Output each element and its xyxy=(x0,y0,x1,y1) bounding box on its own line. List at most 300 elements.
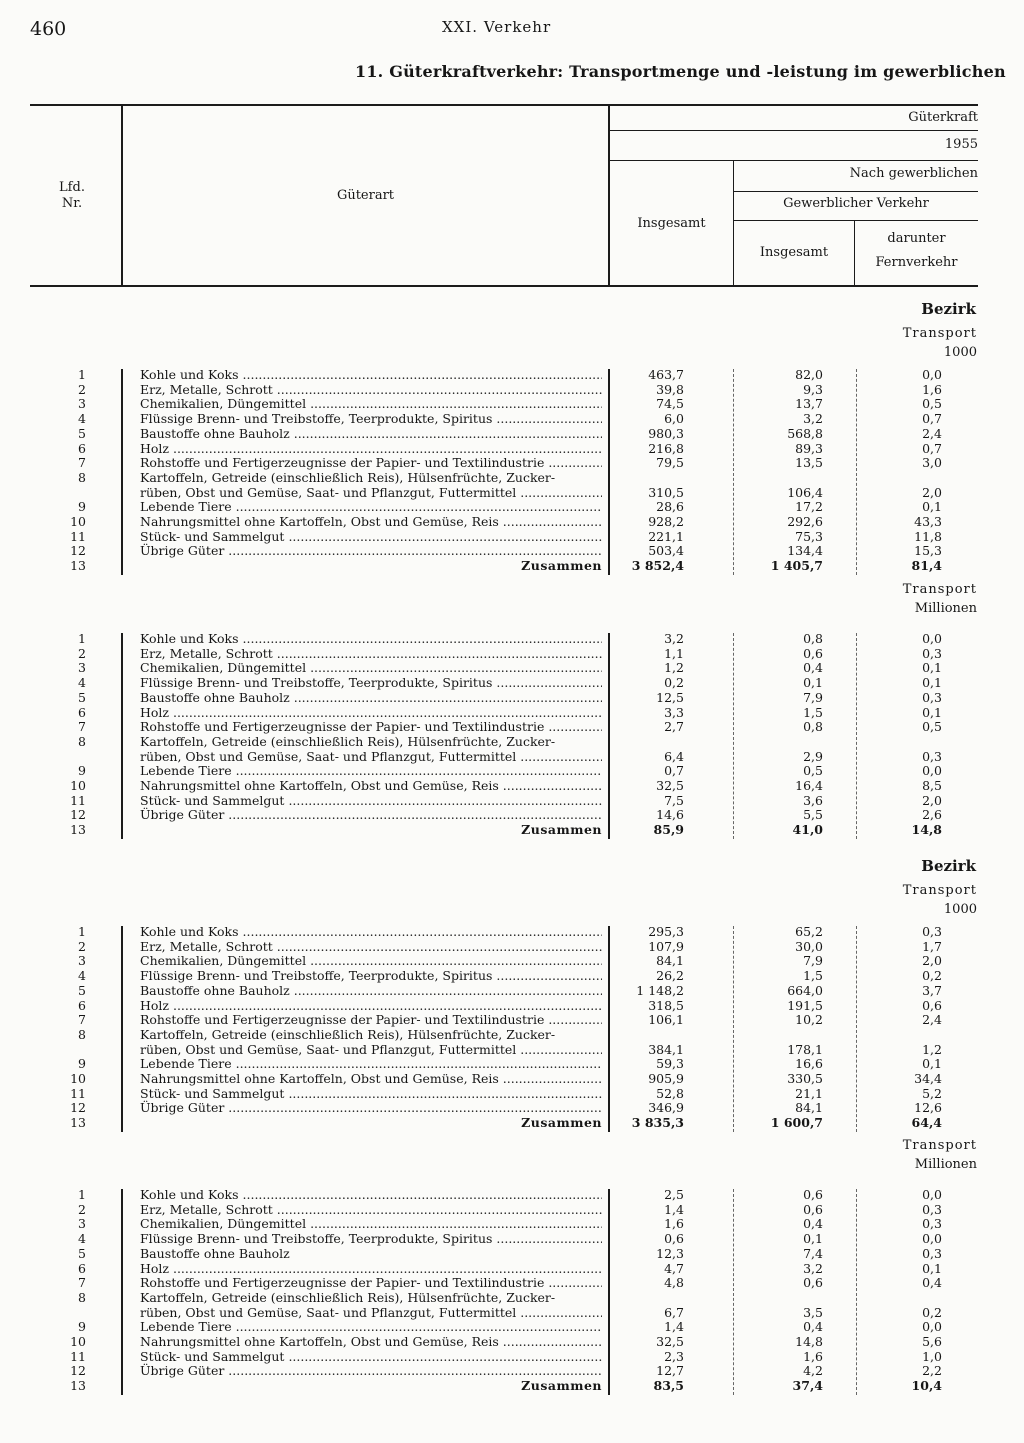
value-gewerblich-insgesamt: 7,9 xyxy=(803,689,823,705)
row-number: 3 xyxy=(78,953,86,969)
table-row xyxy=(0,749,1024,764)
value-fernverkehr: 2,4 xyxy=(922,1012,942,1028)
row-number: 11 xyxy=(70,792,86,808)
value-fernverkehr: 81,4 xyxy=(911,558,942,574)
table-row xyxy=(0,514,1024,529)
value-insgesamt: 221,1 xyxy=(648,528,684,544)
row-label: Flüssige Brenn- und Treibstoffe, Teerprodukte, Spiritus ..... xyxy=(140,1231,602,1246)
value-gewerblich-insgesamt: 1,6 xyxy=(803,1348,823,1364)
row-label: rüben, Obst und Gemüse, Saat- und Pflanzgut, Futtermittel ..... xyxy=(140,1305,602,1320)
row-number: 7 xyxy=(78,455,86,471)
page-number: 460 xyxy=(30,18,67,40)
table-row xyxy=(0,1290,1024,1305)
header-fernverkehr: Fernverkehr xyxy=(875,255,958,270)
row-label: Lebende Tiere ..... xyxy=(140,763,602,778)
value-gewerblich-insgesamt: 1 600,7 xyxy=(770,1115,823,1131)
value-insgesamt: 928,2 xyxy=(648,514,684,529)
value-gewerblich-insgesamt: 3,5 xyxy=(803,1304,823,1320)
table-row xyxy=(0,793,1024,808)
value-gewerblich-insgesamt: 191,5 xyxy=(787,997,823,1013)
row-label: Flüssige Brenn- und Treibstoffe, Teerprodukte, Spiritus ..... xyxy=(140,411,602,426)
value-fernverkehr: 14,8 xyxy=(911,822,942,838)
value-insgesamt: 107,9 xyxy=(648,938,684,954)
row-number: 7 xyxy=(78,719,86,735)
value-gewerblich-insgesamt: 330,5 xyxy=(787,1071,823,1086)
value-fernverkehr: 0,3 xyxy=(922,1245,942,1261)
value-gewerblich-insgesamt: 0,6 xyxy=(803,1275,823,1291)
row-number: 6 xyxy=(78,440,86,456)
header-insgesamt: Insgesamt xyxy=(637,216,706,231)
value-insgesamt: 2,5 xyxy=(664,1187,684,1202)
value-gewerblich-insgesamt: 0,6 xyxy=(803,1187,823,1202)
section-region-heading: Bezirk xyxy=(921,857,976,875)
value-insgesamt: 85,9 xyxy=(653,822,684,838)
row-number: 11 xyxy=(70,1348,86,1364)
value-fernverkehr: 12,6 xyxy=(914,1100,942,1116)
value-insgesamt: 1,2 xyxy=(664,660,684,676)
value-insgesamt: 216,8 xyxy=(648,440,684,456)
row-label: Nahrungsmittel ohne Kartoffeln, Obst und Gemüse, Reis ..... xyxy=(140,778,602,793)
value-gewerblich-insgesamt: 0,1 xyxy=(803,1231,823,1247)
header-rule-gueterkraft xyxy=(610,130,978,131)
value-fernverkehr: 0,6 xyxy=(922,997,942,1013)
row-label: Rohstoffe und Fertigerzeugnisse der Papier- und Textilindustrie ..... xyxy=(140,719,602,734)
row-label: Übrige Güter ..... xyxy=(140,1100,602,1115)
row-label: rüben, Obst und Gemüse, Saat- und Pflanzgut, Futtermittel ..... xyxy=(140,1042,602,1057)
value-insgesamt: 32,5 xyxy=(656,778,684,793)
table-row xyxy=(0,1275,1024,1290)
table-row xyxy=(0,953,1024,968)
row-number: 10 xyxy=(70,1334,86,1349)
header-gueterart: Güterart xyxy=(336,188,395,203)
value-fernverkehr: 0,3 xyxy=(922,689,942,705)
row-label: Chemikalien, Düngemittel ..... xyxy=(140,396,602,411)
row-label: Erz, Metalle, Schrott ..... xyxy=(140,382,602,397)
section-measure: Transport xyxy=(902,883,977,898)
header-rule-gewerblicher xyxy=(734,220,978,221)
table-row xyxy=(0,675,1024,690)
value-fernverkehr: 0,1 xyxy=(922,675,942,691)
value-insgesamt: 980,3 xyxy=(648,425,684,441)
value-gewerblich-insgesamt: 75,3 xyxy=(795,528,823,544)
value-gewerblich-insgesamt: 0,6 xyxy=(803,645,823,661)
value-insgesamt: 310,5 xyxy=(648,484,684,500)
row-label: Zusammen xyxy=(521,822,602,838)
row-label: Baustoffe ohne Bauholz ..... xyxy=(140,983,602,998)
value-fernverkehr: 10,4 xyxy=(911,1378,942,1394)
value-gewerblich-insgesamt: 3,6 xyxy=(803,792,823,808)
row-number: 1 xyxy=(78,367,86,382)
table-row xyxy=(0,382,1024,397)
header-divider-gueterart xyxy=(608,105,610,285)
value-insgesamt: 74,5 xyxy=(656,396,684,412)
row-label: Flüssige Brenn- und Treibstoffe, Teerprodukte, Spiritus ..... xyxy=(140,675,602,690)
row-number: 12 xyxy=(70,807,86,823)
header-bottom-rule xyxy=(30,285,978,287)
table-row xyxy=(0,968,1024,983)
row-number: 2 xyxy=(78,645,86,661)
value-insgesamt: 6,4 xyxy=(664,748,684,764)
table-row xyxy=(0,1231,1024,1246)
value-fernverkehr: 2,2 xyxy=(922,1363,942,1379)
row-number: 5 xyxy=(78,982,86,998)
table-row xyxy=(0,924,1024,939)
value-fernverkehr: 0,2 xyxy=(922,1304,942,1320)
chapter-title: XXI. Verkehr xyxy=(442,18,552,36)
value-fernverkehr: 0,0 xyxy=(922,1231,942,1247)
value-fernverkehr: 1,0 xyxy=(922,1348,942,1364)
value-fernverkehr: 0,3 xyxy=(922,924,942,939)
row-number: 6 xyxy=(78,997,86,1013)
row-label: Stück- und Sammelgut ..... xyxy=(140,1086,602,1101)
row-number: 11 xyxy=(70,528,86,544)
value-insgesamt: 905,9 xyxy=(648,1071,684,1086)
row-label: Kohle und Koks ..... xyxy=(140,1187,602,1202)
value-gewerblich-insgesamt: 1,5 xyxy=(803,704,823,720)
row-number: 8 xyxy=(78,1289,86,1305)
table-row xyxy=(0,455,1024,470)
row-label: Chemikalien, Düngemittel ..... xyxy=(140,660,602,675)
header-gewerblich-insgesamt: Insgesamt xyxy=(759,245,829,260)
section-unit: Millionen xyxy=(914,601,977,616)
value-fernverkehr: 0,0 xyxy=(922,631,942,646)
row-label: Lebende Tiere ..... xyxy=(140,1319,602,1334)
value-insgesamt: 0,2 xyxy=(664,675,684,691)
value-insgesamt: 1,6 xyxy=(664,1216,684,1232)
row-label: Übrige Güter ..... xyxy=(140,807,602,822)
row-label: rüben, Obst und Gemüse, Saat- und Pflanzgut, Futtermittel ..... xyxy=(140,485,602,500)
row-number: 3 xyxy=(78,396,86,412)
row-label: Kartoffeln, Getreide (einschließlich Reis), Hülsenfrüchte, Zucker- xyxy=(140,1289,556,1305)
row-number: 3 xyxy=(78,1216,86,1232)
value-gewerblich-insgesamt: 17,2 xyxy=(795,499,823,515)
header-darunter: darunter xyxy=(887,231,946,246)
row-label: Stück- und Sammelgut ..... xyxy=(140,793,602,808)
table-row xyxy=(0,807,1024,822)
table-row xyxy=(0,1100,1024,1115)
section-unit: Millionen xyxy=(914,1157,977,1172)
value-insgesamt: 1,4 xyxy=(664,1319,684,1335)
table-row xyxy=(0,485,1024,500)
row-label: Flüssige Brenn- und Treibstoffe, Teerprodukte, Spiritus ..... xyxy=(140,968,602,983)
table-row xyxy=(0,1246,1024,1261)
row-label: Kartoffeln, Getreide (einschließlich Reis), Hülsenfrüchte, Zucker- xyxy=(140,1026,556,1042)
value-fernverkehr: 11,8 xyxy=(914,528,942,544)
value-insgesamt: 32,5 xyxy=(656,1334,684,1349)
value-insgesamt: 28,6 xyxy=(656,499,684,515)
value-insgesamt: 12,7 xyxy=(656,1363,684,1379)
value-fernverkehr: 2,0 xyxy=(922,792,942,808)
row-label: Kohle und Koks ..... xyxy=(140,367,602,382)
value-fernverkehr: 0,7 xyxy=(922,411,942,427)
value-gewerblich-insgesamt: 21,1 xyxy=(795,1085,823,1101)
row-label: Nahrungsmittel ohne Kartoffeln, Obst und Gemüse, Reis ..... xyxy=(140,514,602,529)
row-label: Erz, Metalle, Schrott ..... xyxy=(140,646,602,661)
row-number: 6 xyxy=(78,1260,86,1276)
table-row xyxy=(0,367,1024,382)
row-number: 2 xyxy=(78,1201,86,1217)
value-gewerblich-insgesamt: 178,1 xyxy=(787,1041,823,1057)
header-top-rule xyxy=(30,104,978,106)
row-number: 7 xyxy=(78,1012,86,1028)
row-label: Zusammen xyxy=(521,1378,602,1394)
row-label: Kartoffeln, Getreide (einschließlich Reis), Hülsenfrüchte, Zucker- xyxy=(140,733,556,749)
table-row xyxy=(0,1319,1024,1334)
value-insgesamt: 59,3 xyxy=(656,1056,684,1072)
table-row xyxy=(0,660,1024,675)
value-insgesamt: 2,7 xyxy=(664,719,684,735)
value-gewerblich-insgesamt: 65,2 xyxy=(795,924,823,939)
value-fernverkehr: 15,3 xyxy=(914,543,942,559)
value-fernverkehr: 5,6 xyxy=(922,1334,942,1349)
table-row xyxy=(0,646,1024,661)
value-fernverkehr: 64,4 xyxy=(911,1115,942,1131)
value-gewerblich-insgesamt: 106,4 xyxy=(787,484,823,500)
value-insgesamt: 39,8 xyxy=(656,381,684,397)
value-insgesamt: 3 835,3 xyxy=(631,1115,684,1131)
header-lfd: Lfd. xyxy=(59,180,85,195)
row-number: 5 xyxy=(78,689,86,705)
table-row xyxy=(0,1056,1024,1071)
value-gewerblich-insgesamt: 13,5 xyxy=(795,455,823,471)
row-label: Zusammen xyxy=(521,558,602,574)
table-row xyxy=(0,705,1024,720)
value-gewerblich-insgesamt: 1,5 xyxy=(803,968,823,984)
row-label: Holz ..... xyxy=(140,441,602,456)
value-fernverkehr: 0,3 xyxy=(922,1216,942,1232)
row-number: 3 xyxy=(78,660,86,676)
row-label: Holz ..... xyxy=(140,1261,602,1276)
value-gewerblich-insgesamt: 568,8 xyxy=(787,425,823,441)
row-number: 9 xyxy=(78,499,86,515)
table-row xyxy=(0,1012,1024,1027)
value-fernverkehr: 1,7 xyxy=(922,938,942,954)
section-measure: Transport xyxy=(902,1138,977,1153)
value-gewerblich-insgesamt: 1 405,7 xyxy=(770,558,823,574)
row-number: 4 xyxy=(78,1231,86,1247)
value-fernverkehr: 0,3 xyxy=(922,748,942,764)
row-label: Erz, Metalle, Schrott ..... xyxy=(140,939,602,954)
row-label: Rohstoffe und Fertigerzeugnisse der Papier- und Textilindustrie ..... xyxy=(140,1012,602,1027)
value-gewerblich-insgesamt: 0,4 xyxy=(803,660,823,676)
table-row xyxy=(0,1187,1024,1202)
value-fernverkehr: 0,1 xyxy=(922,1260,942,1276)
header-year: 1955 xyxy=(944,137,978,152)
value-fernverkehr: 0,0 xyxy=(922,1319,942,1335)
value-insgesamt: 106,1 xyxy=(648,1012,684,1028)
value-fernverkehr: 0,0 xyxy=(922,367,942,382)
value-fernverkehr: 0,5 xyxy=(922,396,942,412)
header-rule-nach xyxy=(734,191,978,192)
row-label: Nahrungsmittel ohne Kartoffeln, Obst und Gemüse, Reis ..... xyxy=(140,1071,602,1086)
table-row xyxy=(0,470,1024,485)
table-row xyxy=(0,763,1024,778)
table-row xyxy=(0,719,1024,734)
row-label: Chemikalien, Düngemittel ..... xyxy=(140,1216,602,1231)
row-label: Baustoffe ohne Bauholz xyxy=(140,1245,290,1261)
value-gewerblich-insgesamt: 30,0 xyxy=(795,938,823,954)
value-insgesamt: 12,5 xyxy=(656,689,684,705)
row-label: Kohle und Koks ..... xyxy=(140,631,602,646)
value-fernverkehr: 0,1 xyxy=(922,660,942,676)
value-gewerblich-insgesamt: 3,2 xyxy=(803,411,823,427)
table-row xyxy=(0,734,1024,749)
value-insgesamt: 1,4 xyxy=(664,1201,684,1217)
value-gewerblich-insgesamt: 0,6 xyxy=(803,1201,823,1217)
row-label: Übrige Güter ..... xyxy=(140,543,602,558)
value-gewerblich-insgesamt: 7,9 xyxy=(803,953,823,969)
table-row xyxy=(0,1216,1024,1231)
value-fernverkehr: 1,2 xyxy=(922,1041,942,1057)
table-row xyxy=(0,411,1024,426)
value-insgesamt: 84,1 xyxy=(656,953,684,969)
value-gewerblich-insgesamt: 82,0 xyxy=(795,367,823,382)
value-gewerblich-insgesamt: 16,4 xyxy=(795,778,823,793)
value-gewerblich-insgesamt: 37,4 xyxy=(792,1378,823,1394)
value-gewerblich-insgesamt: 89,3 xyxy=(795,440,823,456)
row-number: 13 xyxy=(70,1115,86,1131)
row-number: 10 xyxy=(70,778,86,793)
value-insgesamt: 83,5 xyxy=(653,1378,684,1394)
table-row xyxy=(0,690,1024,705)
table-row xyxy=(0,1042,1024,1057)
table-row xyxy=(0,1071,1024,1086)
value-fernverkehr: 0,0 xyxy=(922,763,942,779)
value-insgesamt: 503,4 xyxy=(648,543,684,559)
row-label: Chemikalien, Düngemittel ..... xyxy=(140,953,602,968)
row-label: Nahrungsmittel ohne Kartoffeln, Obst und Gemüse, Reis ..... xyxy=(140,1334,602,1349)
row-number: 12 xyxy=(70,543,86,559)
header-gueterkraft: Güterkraft xyxy=(908,110,978,125)
value-gewerblich-insgesamt: 4,2 xyxy=(803,1363,823,1379)
value-insgesamt: 3,2 xyxy=(664,631,684,646)
row-number: 8 xyxy=(78,1026,86,1042)
value-insgesamt: 463,7 xyxy=(648,367,684,382)
value-fernverkehr: 2,0 xyxy=(922,953,942,969)
value-fernverkehr: 0,5 xyxy=(922,719,942,735)
value-fernverkehr: 0,7 xyxy=(922,440,942,456)
table-row xyxy=(0,983,1024,998)
value-gewerblich-insgesamt: 5,5 xyxy=(803,807,823,823)
table-row xyxy=(0,1334,1024,1349)
value-gewerblich-insgesamt: 10,2 xyxy=(795,1012,823,1028)
row-number: 9 xyxy=(78,1056,86,1072)
value-fernverkehr: 1,6 xyxy=(922,381,942,397)
value-fernverkehr: 0,3 xyxy=(922,1201,942,1217)
value-insgesamt: 2,3 xyxy=(664,1348,684,1364)
value-gewerblich-insgesamt: 0,8 xyxy=(803,631,823,646)
row-label: Holz ..... xyxy=(140,705,602,720)
value-insgesamt: 26,2 xyxy=(656,968,684,984)
value-gewerblich-insgesamt: 3,2 xyxy=(803,1260,823,1276)
table-row xyxy=(0,1027,1024,1042)
table-row xyxy=(0,1363,1024,1378)
row-number: 2 xyxy=(78,938,86,954)
value-gewerblich-insgesamt: 134,4 xyxy=(787,543,823,559)
row-label: Baustoffe ohne Bauholz ..... xyxy=(140,426,602,441)
value-gewerblich-insgesamt: 84,1 xyxy=(795,1100,823,1116)
table-row xyxy=(0,998,1024,1013)
value-insgesamt: 3 852,4 xyxy=(631,558,684,574)
value-gewerblich-insgesamt: 41,0 xyxy=(792,822,823,838)
row-label: Lebende Tiere ..... xyxy=(140,1056,602,1071)
row-label: Zusammen xyxy=(521,1115,602,1131)
row-number: 13 xyxy=(70,1378,86,1394)
header-nr: Nr. xyxy=(61,196,83,211)
table-row xyxy=(0,529,1024,544)
row-number: 6 xyxy=(78,704,86,720)
table-row xyxy=(0,1086,1024,1101)
row-number: 13 xyxy=(70,558,86,574)
table-row xyxy=(0,543,1024,558)
header-nach-gewerblichen: Nach gewerblichen xyxy=(849,166,978,181)
table-row xyxy=(0,441,1024,456)
value-gewerblich-insgesamt: 2,9 xyxy=(803,748,823,764)
row-number: 12 xyxy=(70,1100,86,1116)
value-insgesamt: 3,3 xyxy=(664,704,684,720)
value-fernverkehr: 0,4 xyxy=(922,1275,942,1291)
value-gewerblich-insgesamt: 0,4 xyxy=(803,1216,823,1232)
value-fernverkehr: 5,2 xyxy=(922,1085,942,1101)
row-number: 5 xyxy=(78,425,86,441)
section-unit: 1000 xyxy=(943,345,977,360)
table-total-row xyxy=(0,1378,1024,1393)
value-insgesamt: 0,7 xyxy=(664,763,684,779)
section-unit: 1000 xyxy=(943,902,977,917)
section-measure: Transport xyxy=(902,326,977,341)
value-insgesamt: 12,3 xyxy=(656,1245,684,1261)
table-row xyxy=(0,939,1024,954)
value-fernverkehr: 8,5 xyxy=(922,778,942,793)
row-number: 7 xyxy=(78,1275,86,1291)
value-fernverkehr: 0,1 xyxy=(922,499,942,515)
value-insgesamt: 384,1 xyxy=(648,1041,684,1057)
table-total-row xyxy=(0,822,1024,837)
value-gewerblich-insgesamt: 16,6 xyxy=(795,1056,823,1072)
table-row xyxy=(0,499,1024,514)
row-number: 4 xyxy=(78,411,86,427)
row-number: 5 xyxy=(78,1245,86,1261)
value-fernverkehr: 2,6 xyxy=(922,807,942,823)
table-total-row xyxy=(0,558,1024,573)
row-number: 1 xyxy=(78,1187,86,1202)
row-number: 12 xyxy=(70,1363,86,1379)
value-gewerblich-insgesamt: 0,4 xyxy=(803,1319,823,1335)
row-label: rüben, Obst und Gemüse, Saat- und Pflanzgut, Futtermittel ..... xyxy=(140,749,602,764)
value-insgesamt: 318,5 xyxy=(648,997,684,1013)
value-insgesamt: 6,0 xyxy=(664,411,684,427)
row-label: Lebende Tiere ..... xyxy=(140,499,602,514)
value-insgesamt: 1,1 xyxy=(664,645,684,661)
value-fernverkehr: 2,4 xyxy=(922,425,942,441)
row-number: 1 xyxy=(78,924,86,939)
value-fernverkehr: 0,2 xyxy=(922,968,942,984)
row-label: Rohstoffe und Fertigerzeugnisse der Papier- und Textilindustrie ..... xyxy=(140,455,602,470)
value-insgesamt: 6,7 xyxy=(664,1304,684,1320)
section-measure: Transport xyxy=(902,582,977,597)
table-row xyxy=(0,631,1024,646)
value-fernverkehr: 2,0 xyxy=(922,484,942,500)
table-row xyxy=(0,1261,1024,1276)
row-number: 10 xyxy=(70,514,86,529)
row-label: Erz, Metalle, Schrott ..... xyxy=(140,1202,602,1217)
value-insgesamt: 1 148,2 xyxy=(636,982,684,998)
value-insgesamt: 14,6 xyxy=(656,807,684,823)
value-insgesamt: 4,7 xyxy=(664,1260,684,1276)
table-title: 11. Güterkraftverkehr: Transportmenge und -leistung im gewerblichen xyxy=(355,62,1006,81)
row-number: 10 xyxy=(70,1071,86,1086)
row-number: 9 xyxy=(78,763,86,779)
